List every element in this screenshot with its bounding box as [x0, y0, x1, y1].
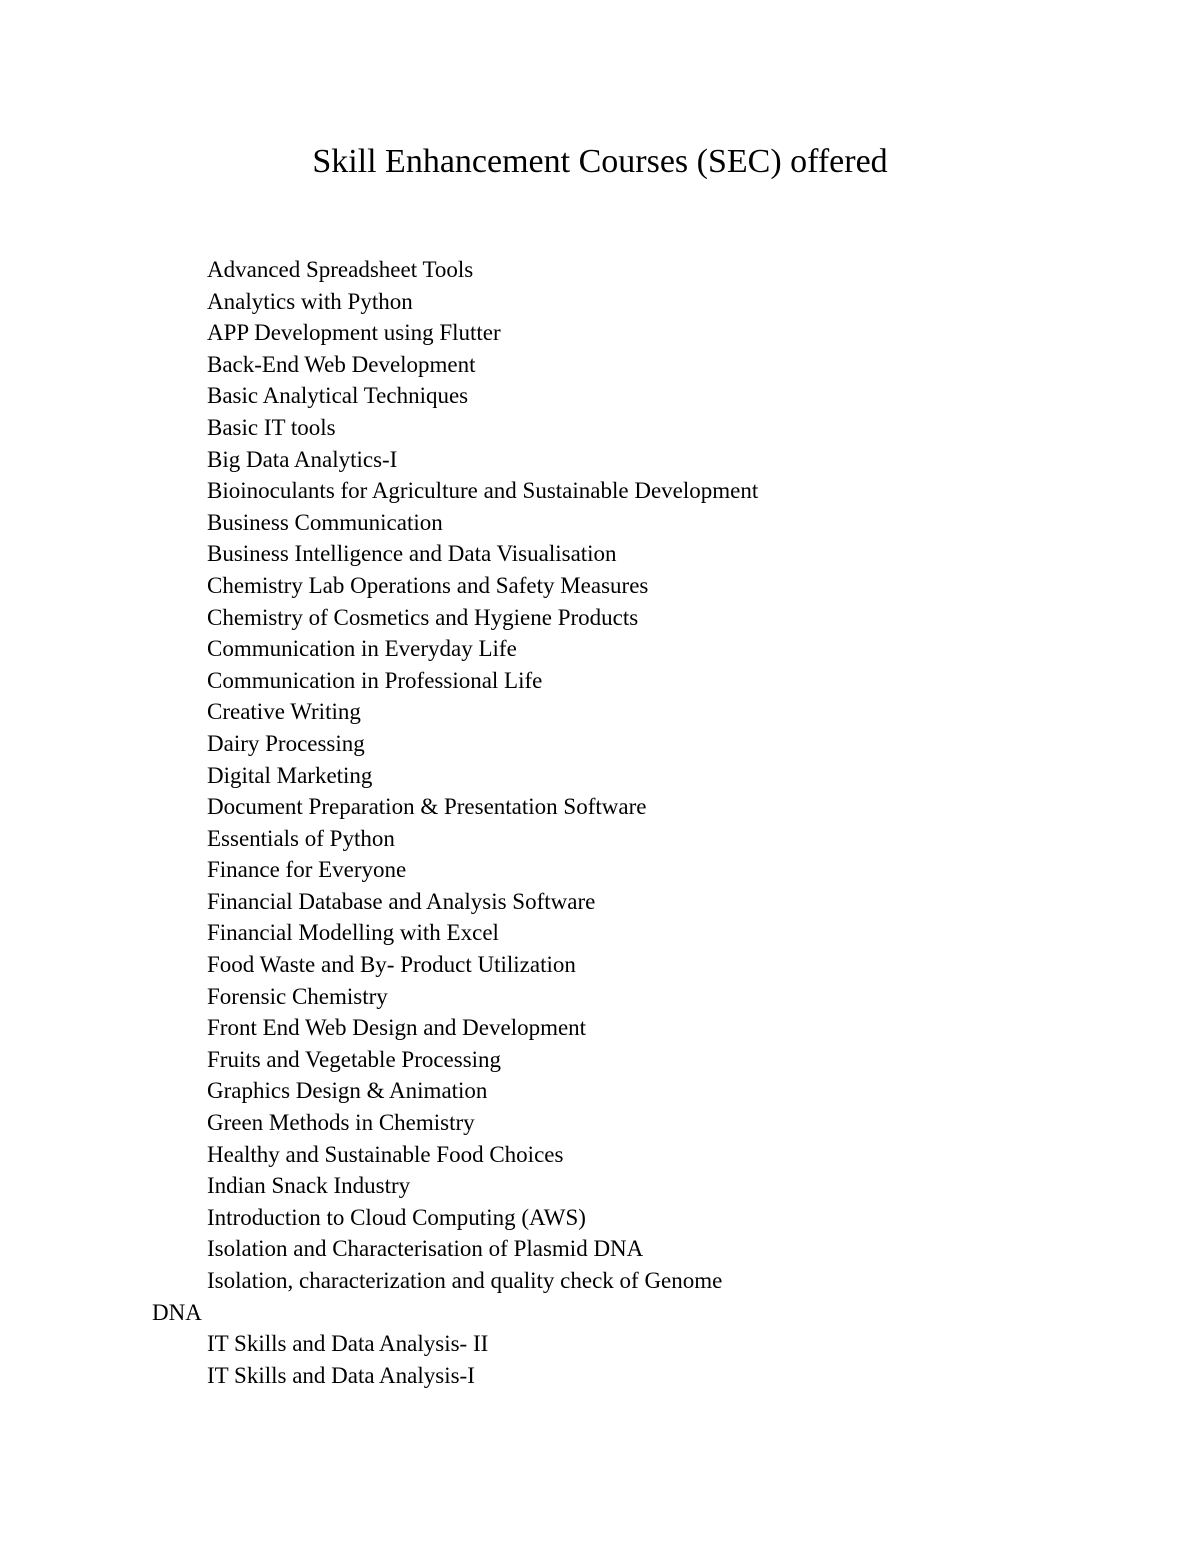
- course-item: Green Methods in Chemistry: [207, 1110, 475, 1136]
- course-item: Chemistry Lab Operations and Safety Measures: [207, 572, 649, 598]
- course-item: Basic Analytical Techniques: [207, 383, 469, 409]
- course-item: Forensic Chemistry: [207, 983, 388, 1009]
- course-item: APP Development using Flutter: [207, 320, 501, 346]
- course-item: Front End Web Design and Development: [207, 1015, 587, 1041]
- course-item-line-1: Isolation, characterization and quality check of Genome: [207, 1268, 723, 1293]
- course-item: Advanced Spreadsheet Tools: [207, 257, 474, 282]
- course-item: Isolation and Characterisation of Plasmid DNA: [207, 1236, 644, 1262]
- course-item: Communication in Everyday Life: [207, 636, 517, 662]
- course-item: Graphics Design & Animation: [207, 1078, 488, 1104]
- course-item: Business Communication: [207, 509, 443, 535]
- course-item: Indian Snack Industry: [207, 1173, 411, 1199]
- course-item: Communication in Professional Life: [207, 667, 543, 693]
- course-item: Digital Marketing: [207, 762, 373, 788]
- course-item: Analytics with Python: [207, 288, 413, 314]
- course-item: Essentials of Python: [207, 825, 395, 851]
- course-item: Dairy Processing: [207, 730, 365, 756]
- course-item: Bioinoculants for Agriculture and Sustainable Development: [207, 478, 759, 504]
- course-item: Financial Database and Analysis Software: [207, 888, 596, 914]
- course-item: Financial Modelling with Excel: [207, 920, 499, 946]
- page-title: Skill Enhancement Courses (SEC) offered: [312, 143, 888, 180]
- course-item: Basic IT tools: [207, 414, 336, 440]
- course-list: [152, 254, 1102, 1391]
- course-item: [152, 1265, 1102, 1328]
- course-item-line-2: DNA: [152, 1299, 202, 1325]
- course-item: Introduction to Cloud Computing (AWS): [207, 1204, 586, 1230]
- course-item: Chemistry of Cosmetics and Hygiene Products: [207, 604, 639, 630]
- course-item: IT Skills and Data Analysis-I: [207, 1362, 475, 1388]
- course-item: Big Data Analytics-I: [207, 446, 398, 472]
- course-item: Fruits and Vegetable Processing: [207, 1046, 502, 1072]
- course-item: Creative Writing: [207, 699, 361, 725]
- course-item: Document Preparation & Presentation Software: [207, 794, 647, 820]
- course-item: Business Intelligence and Data Visualisation: [207, 541, 617, 567]
- course-item: Finance for Everyone: [207, 857, 407, 883]
- course-item: IT Skills and Data Analysis- II: [207, 1331, 489, 1357]
- course-item: Food Waste and By- Product Utilization: [207, 952, 576, 978]
- course-item: Back-End Web Development: [207, 351, 476, 377]
- course-item: Healthy and Sustainable Food Choices: [207, 1141, 564, 1167]
